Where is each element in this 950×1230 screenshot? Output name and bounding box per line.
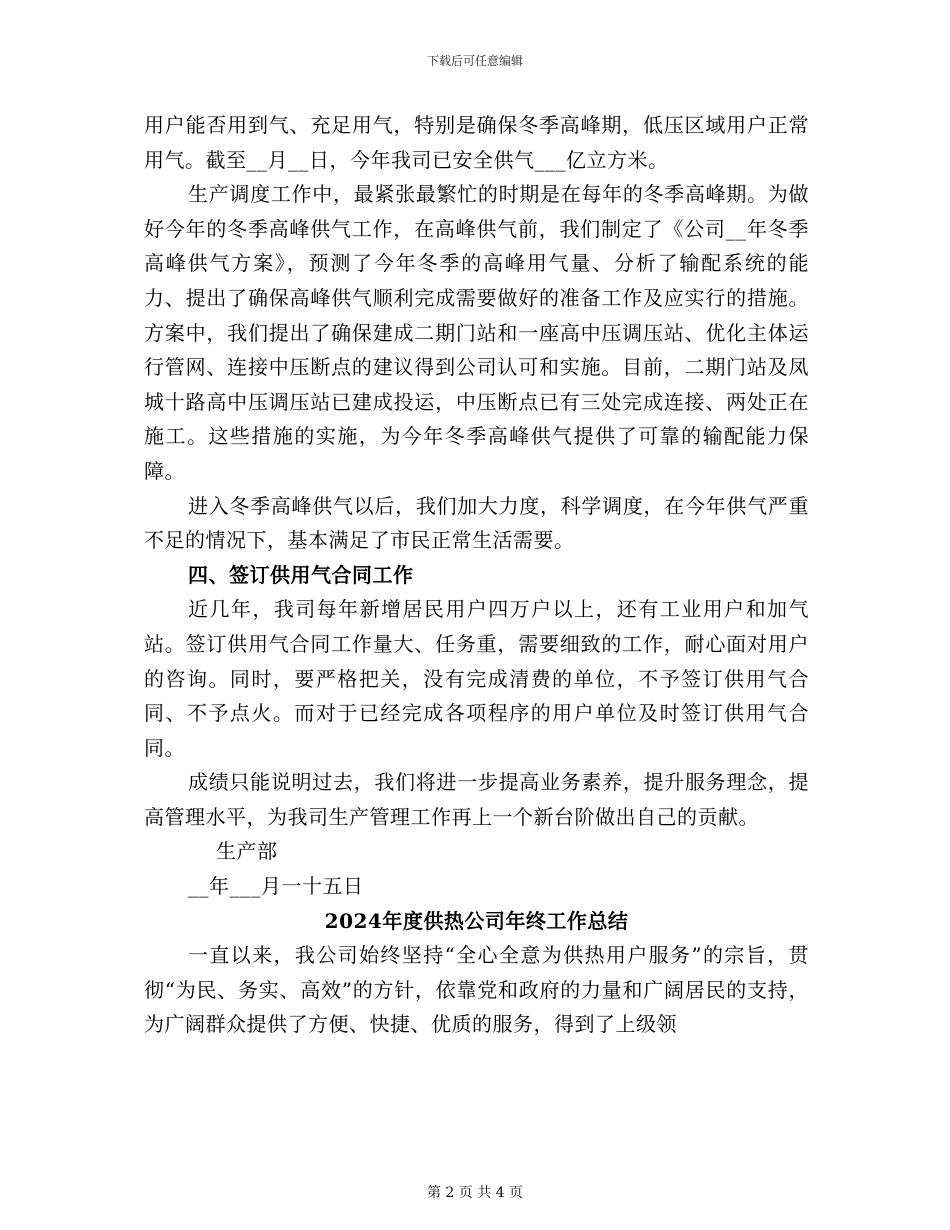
signature-date: __年___月一十五日 [188,874,364,899]
document-body [144,108,809,1042]
paragraph-intro: 一直以来，我公司始终坚持“全心全意为供热用户服务”的宗旨，贯彻“为民、务实、高效”的方针，依靠党和政府的力量和广阔居民的支持，为广阔群众提供了方便、快捷、优质的服务，得到了上级领 [144,943,809,1037]
section-heading-contracts: 四、签订供用气合同工作 [188,562,414,587]
document-title: 2024年度供热公司年终工作总结 [324,908,629,933]
paragraph-winter-supply: 进入冬季高峰供气以后，我们加大力度，科学调度，在今年供气严重不足的情况下，基本满足了市民正常生活需要。 [144,493,809,553]
paragraph-dispatch: 生产调度工作中，最紧张最繁忙的时期是在每年的冬季高峰期。为做好今年的冬季高峰供气工作，在高峰供气前，我们制定了《公司__年冬季高峰供气方案》，预测了今年冬季的高峰用气量、分析了输配系统的能力、提出了确保高峰供气顺利完成需要做好的准备工作及应实行的措施。方案中，我们提出了确保建成二期门站和一座高中压调压站、优化主体运行管网、连接中压断点的建议得到公司认可和实施。目前，二期门站及凤城十路高中压调压站已建成投运，中压断点已有三处完成连接、两处正在施工。这些措施的实施，为今年冬季高峰供气提供了可靠的输配能力保障。 [144,182,809,483]
paragraph-conclusion: 成绩只能说明过去，我们将进一步提高业务素养，提升服务理念，提高管理水平，为我司生产管理工作再上一个新台阶做出自己的贡献。 [144,770,809,829]
header-note: 下载后可任意编辑 [426,54,523,68]
page-number: 第 2 页 共 4 页 [426,1185,524,1201]
paragraph-continued: 用户能否用到气、充足用气，特别是确保冬季高峰期，低压区域用户正常用气。截至__月__日，今年我司已安全供气___亿立方米。 [144,113,809,172]
paragraph-contracts: 近几年，我司每年新增居民用户四万户以上，还有工业用户和加气站。签订供用气合同工作量大、任务重，需要细致的工作，耐心面对用户的咨询。同时，要严格把关，没有完成清费的单位，不予签订供用气合同、不予点火。而对于已经完成各项程序的用户单位及时签订供用气合同。 [144,597,809,760]
signature-department: 生产部 [216,839,278,864]
